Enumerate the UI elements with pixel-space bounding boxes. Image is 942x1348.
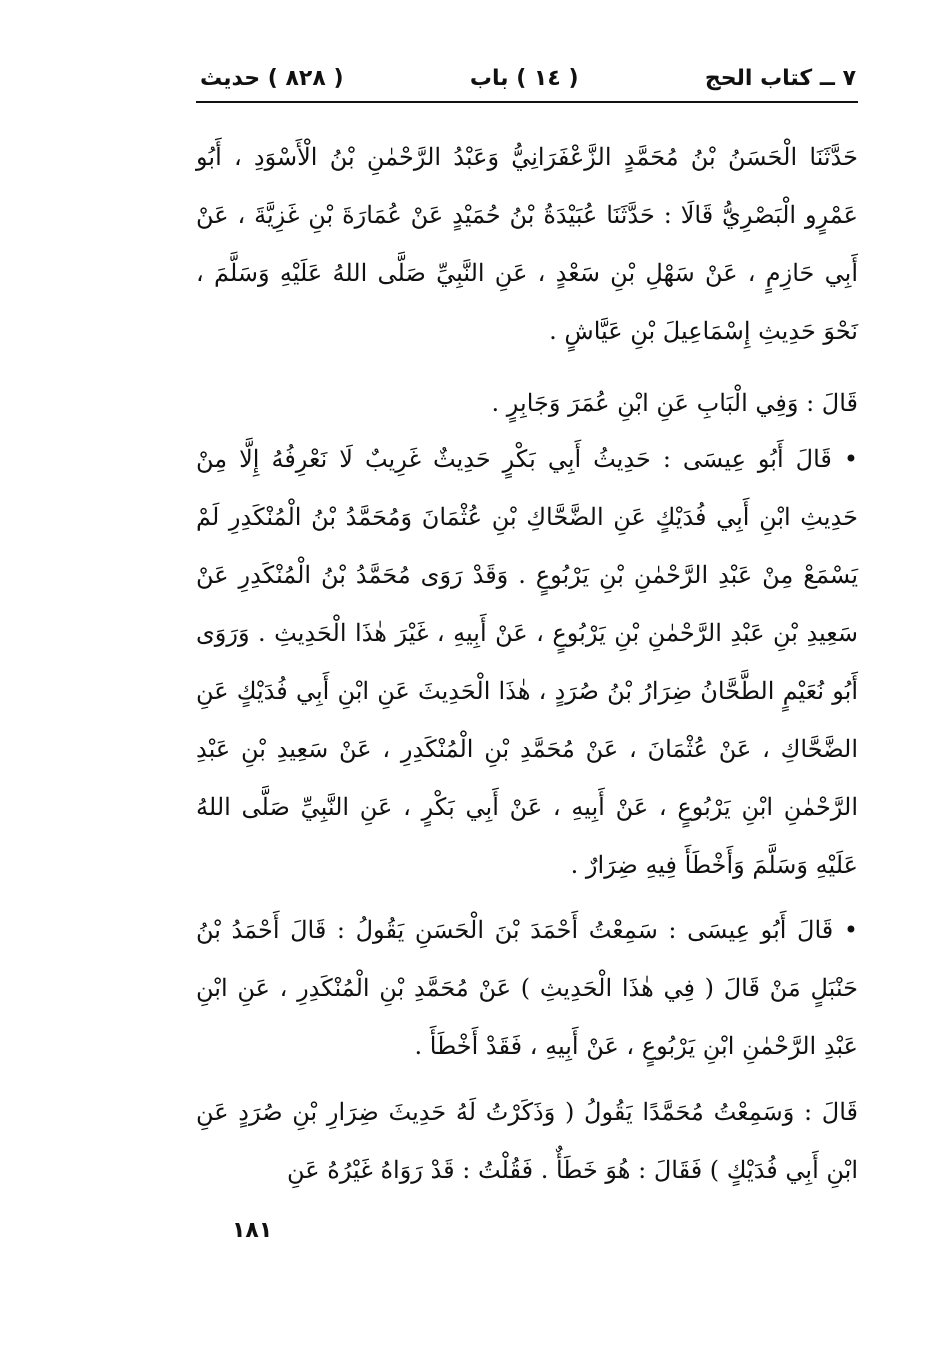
header-divider (196, 101, 858, 103)
page-number: ١٨١ (232, 1218, 273, 1243)
text-block (196, 1083, 858, 1199)
text-block (196, 374, 858, 432)
header-hadith-number: ( ٨٢٨ ) حديث (200, 65, 344, 91)
paragraph-ahmad-comment: • قَالَ أَبُو عِيسَى : سَمِعْتُ أَحْمَدَ بْنَ الْحَسَنِ يَقُولُ : قَالَ أَحْمَدُ بْنُ حَنْبَلٍ مَنْ قَالَ ( فِي هٰذَا الْحَدِيثِ ) عَنْ مُحَمَّدِ بْنِ الْمُنْكَدِرِ ، عَنِ ابْنِ عَبْدِ الرَّحْمٰنِ ابْنِ يَرْبُوعٍ ، عَنْ أَبِيهِ ، فَقَدْ أَخْطَأَ . (196, 916, 858, 1060)
header-chapter: ( ١٤ ) باب (469, 65, 579, 91)
paragraph-muhammad-comment: قَالَ : وَسَمِعْتُ مُحَمَّدًا يَقُولُ ( وَذَكَرْتُ لَهُ حَدِيثَ ضِرَارِ بْنِ صُرَدٍ عَنِ ابْنِ أَبِي فُدَيْكٍ ) فَقَالَ : هُوَ خَطَأٌ . فَقُلْتُ : قَدْ رَوَاهُ غَيْرُهُ عَنِ (196, 1098, 858, 1184)
running-header (200, 58, 856, 98)
text-block (196, 901, 858, 1075)
paragraph-bab-note: قَالَ : وَفِي الْبَابِ عَنِ ابْنِ عُمَرَ وَجَابِرٍ . (491, 389, 858, 417)
paragraph-isnad: حَدَّثَنَا الْحَسَنُ بْنُ مُحَمَّدٍ الزَّعْفَرَانِيُّ وَعَبْدُ الرَّحْمٰنِ بْنُ الْأَسْوَدِ ، أَبُو عَمْرٍو الْبَصْرِيُّ قَالَا : حَدَّثَنَا عُبَيْدَةُ بْنُ حُمَيْدٍ عَنْ عُمَارَةَ بْنِ غَزِيَّةَ ، عَنْ أَبِي حَازِمٍ ، عَنْ سَهْلِ بْنِ سَعْدٍ ، عَنِ النَّبِيِّ صَلَّى اللهُ عَلَيْهِ وَسَلَّمَ ، نَحْوَ حَدِيثِ إِسْمَاعِيلَ بْنِ عَيَّاشٍ . (196, 143, 858, 345)
header-book-title: ٧ ــ كتاب الحج (704, 65, 856, 91)
paragraph-abu-isa-comment: • قَالَ أَبُو عِيسَى : حَدِيثُ أَبِي بَكْرٍ حَدِيثٌ غَرِيبٌ لَا نَعْرِفُهُ إِلَّا مِنْ حَدِيثِ ابْنِ أَبِي فُدَيْكٍ عَنِ الضَّحَّاكِ بْنِ عُثْمَانَ وَمُحَمَّدُ بْنُ الْمُنْكَدِرِ لَمْ يَسْمَعْ مِنْ عَبْدِ الرَّحْمٰنِ بْنِ يَرْبُوعٍ . وَقَدْ رَوَى مُحَمَّدُ بْنُ الْمُنْكَدِرِ عَنْ سَعِيدِ بْنِ عَبْدِ الرَّحْمٰنِ بْنِ يَرْبُوعٍ ، عَنْ أَبِيهِ ، غَيْرَ هٰذَا الْحَدِيثِ . وَرَوَى أَبُو نُعَيْمٍ الطَّحَّانُ ضِرَارُ بْنُ صُرَدٍ ، هٰذَا الْحَدِيثَ عَنِ ابْنِ أَبِي فُدَيْكٍ عَنِ الضَّحَّاكِ ، عَنْ عُثْمَانَ ، عَنْ مُحَمَّدِ بْنِ الْمُنْكَدِرِ ، عَنْ سَعِيدِ بْنِ عَبْدِ الرَّحْمٰنِ ابْنِ يَرْبُوعٍ ، عَنْ أَبِيهِ ، عَنْ أَبِي بَكْرٍ ، عَنِ النَّبِيِّ صَلَّى اللهُ عَلَيْهِ وَسَلَّمَ وَأَخْطَأَ فِيهِ ضِرَارٌ . (196, 445, 858, 879)
text-block (196, 128, 858, 360)
text-block (196, 430, 858, 894)
